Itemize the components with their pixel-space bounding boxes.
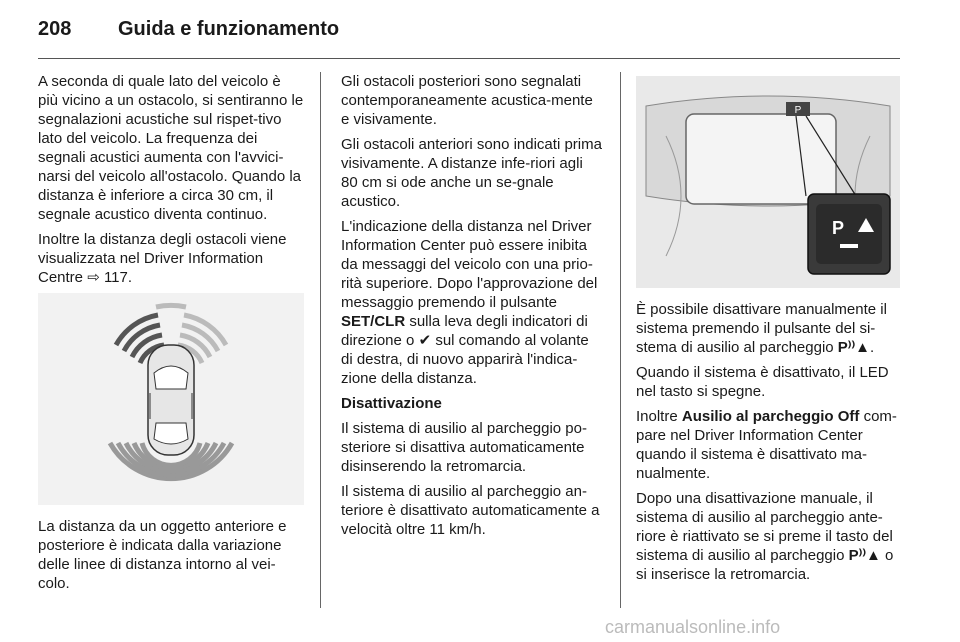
- parking-sensor-illustration: [38, 293, 304, 505]
- paragraph: L'indicazione della distanza nel Driver Information Center può essere inibita da messaggi del veicolo con una prio-rità superiore. Dopo l'approvazione del messaggio premendo il pulsante SET/CLR sulla leva degli indicatori di direzione o ✔ sul comando al volante di destra, di nuovo apparirà l'indica-zione della distanza.: [341, 218, 598, 387]
- park-assist-icon: P⁾⁾▲: [837, 339, 871, 356]
- paragraph: Inoltre Ausilio al parcheggio Off com-pare nel Driver Information Center quando il sistema è disattivato ma-nualmente.: [636, 408, 897, 482]
- button-mini-label: P: [794, 105, 802, 116]
- column-1: [38, 72, 304, 599]
- column-divider-2: [620, 72, 621, 608]
- page-header: [38, 14, 920, 54]
- paragraph: Il sistema di ausilio al parcheggio an-teriore è disattivato automaticamente a velocità oltre 11 km/h.: [341, 483, 600, 538]
- park-assist-button-label: P: [832, 218, 845, 238]
- column-2: [341, 72, 603, 545]
- checkmark-icon: ✔: [418, 332, 432, 349]
- set-clr-label: SET/CLR: [341, 313, 406, 330]
- paragraph: Inoltre la distanza degli ostacoli viene visualizzata nel Driver Information Centre ⇨ 117.: [38, 231, 287, 286]
- column-3: [636, 300, 902, 590]
- page-title: Guida e funzionamento: [118, 18, 340, 40]
- paragraph: Quando il sistema è disattivato, il LED nel tasto si spegne.: [636, 364, 889, 400]
- paragraph: Gli ostacoli anteriori sono indicati prima visivamente. A distanze infe-riori agli 80 cm si ode anche un se-gnale acustico.: [341, 136, 602, 210]
- paragraph: Il sistema di ausilio al parcheggio po-steriore si disattiva automaticamente disinserendo la retromarcia.: [341, 420, 587, 475]
- section-heading: Disattivazione: [341, 395, 442, 412]
- page-reference[interactable]: 117.: [103, 269, 133, 286]
- header-rule: [38, 58, 900, 59]
- paragraph: La distanza da un oggetto anteriore e posteriore è indicata dalla variazione delle linee di distanza intorno al vei-colo.: [38, 518, 287, 592]
- watermark: carmanualsonline.info: [605, 617, 781, 637]
- column-divider-1: [320, 72, 321, 608]
- page-number: 208: [38, 18, 72, 40]
- dashboard-icon: [636, 76, 900, 288]
- status-message-label: Ausilio al parcheggio Off: [681, 408, 860, 425]
- car-top-view-icon: [38, 293, 304, 505]
- dashboard-button-illustration: [636, 76, 900, 288]
- paragraph: A seconda di quale lato del veicolo è più vicino a un ostacolo, si sentiranno le segnalazioni acustiche sul rispet-tivo lato del veicolo. La frequenza dei segnali acustici aumenta con l'avvici-narsi del veicolo all'ostacolo. Quando la distanza è inferiore a circa 30 cm, il segnale acustico diventa continuo.: [38, 73, 304, 223]
- paragraph: Gli ostacoli posteriori sono segnalati contemporaneamente acustica-mente e visivamente.: [341, 73, 593, 128]
- page-reference-arrow-icon: ⇨: [87, 269, 100, 286]
- paragraph: È possibile disattivare manualmente il sistema premendo il pulsante del si-stema di ausilio al parcheggio P⁾⁾▲.: [636, 301, 887, 356]
- paragraph: Dopo una disattivazione manuale, il sistema di ausilio al parcheggio ante-riore è riattivato se si preme il tasto del sistema di ausilio al parcheggio P⁾⁾▲ o si inserisce la retromarcia.: [636, 490, 894, 583]
- park-assist-icon: P⁾⁾▲: [848, 547, 881, 564]
